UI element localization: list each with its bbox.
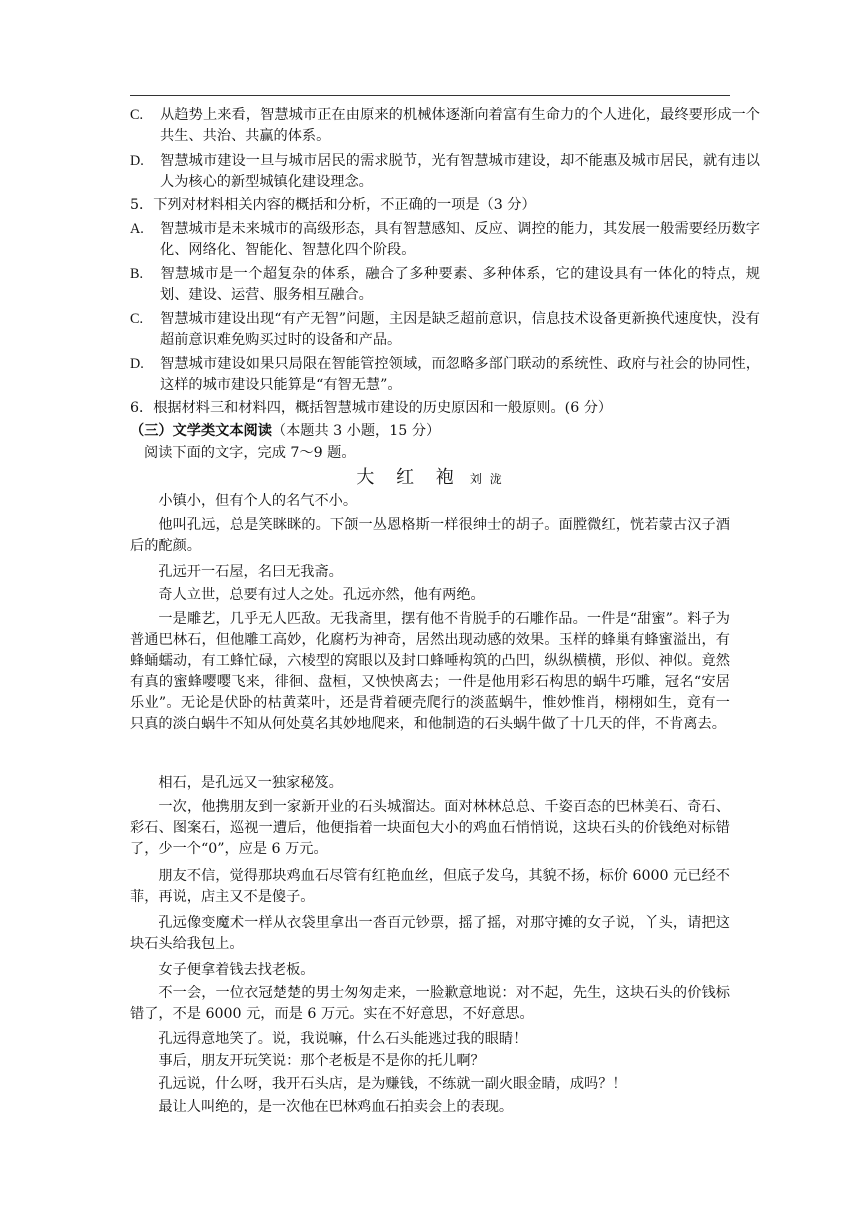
story-paragraph: 一是雕艺，几乎无人匹敌。无我斋里，摆有他不肯脱手的石雕作品。一件是“甜蜜”。料子为普通巴林石，但他雕工高妙，化腐朽为神奇，居然出现动感的效果。玉样的蜂巢有蜂蜜溢出，有蜂蛹蠕动，有工蜂忙碌，六棱型的窝眼以及封口蜂唾构筑的凸凹，纵纵横横，形似、神似。竟然有真的蜜蜂嘤嘤飞来，徘徊、盘桓，又怏怏离去；一件是他用彩石构思的蜗牛巧雕，冠名“安居乐业”。无论是伏卧的枯黄菜叶，还是背着硬壳爬行的淡蓝蜗牛，惟妙惟肖，栩栩如生，竟有一只真的淡白蜗牛不知从何处莫名其妙地爬来，和他制造的石头蜗牛做了十几天的伴，不肯离去。 <box>130 611 730 732</box>
q5-stem: 5．下列对材料相关内容的概括和分析，不正确的一项是（3 分） <box>130 197 536 213</box>
section-title: （三）文学类文本阅读 <box>130 423 272 439</box>
story-paragraph: 小镇小，但有个人的名气不小。 <box>158 493 358 509</box>
q5-option-d <box>130 354 760 396</box>
story-title <box>130 466 730 491</box>
story-paragraph: 孔远说，什么呀，我开石头店，是为赚钱，不练就一副火眼金睛，成吗？！ <box>158 1076 627 1092</box>
option-label: A. <box>130 221 144 237</box>
q4-option-c <box>130 105 760 147</box>
q5-option-c <box>130 309 760 351</box>
story-paragraph: 最让人叫绝的，是一次他在巴林鸡血石拍卖会上的表现。 <box>158 1099 514 1115</box>
story-paragraph: 事后，朋友开玩笑说：那个老板是不是你的托儿啊？ <box>158 1053 485 1069</box>
story-paragraph: 女子便拿着钱去找老板。 <box>158 962 315 978</box>
section-instruction: 阅读下面的文字，完成 7～9 题。 <box>144 445 356 461</box>
story-paragraph: 他叫孔远，总是笑眯眯的。下颌一丛恩格斯一样很绅士的胡子。面膛微红，恍若蒙古汉子酒后的酡颜。 <box>130 517 730 554</box>
option-label: C. <box>130 311 144 327</box>
option-label: C. <box>130 107 144 123</box>
story-paragraph: 孔远开一石屋，名曰无我斋。 <box>158 564 343 580</box>
story-paragraph: 孔远像变魔术一样从衣袋里拿出一沓百元钞票，摇了摇，对那守摊的女子说，丫头，请把这块石头给我包上。 <box>130 915 730 952</box>
section-heading <box>130 421 730 442</box>
story-paragraph: 奇人立世，总要有过人之处。孔远亦然，他有两绝。 <box>158 587 485 603</box>
story-paragraph: 朋友不信，觉得那块鸡血石尽管有红艳血丝，但底子发乌，其貌不扬，标价 6000 元已经不菲，再说，店主又不是傻子。 <box>130 868 730 905</box>
story-title-text: 大 红 袍 <box>356 467 462 488</box>
q4-option-d <box>130 151 760 193</box>
option-text: 智慧城市建设如果只局限在智能管控领域，而忽略多部门联动的系统性、政府与社会的协同性，这样的城市建设只能算是“有智无慧”。 <box>160 356 760 393</box>
option-text: 智慧城市建设出现“有产无智”问题，主因是缺乏超前意识，信息技术设备更新换代速度快，没有超前意识难免购买过时的设备和产品。 <box>160 311 760 348</box>
q6-stem: 6．根据材料三和材料四，概括智慧城市建设的历史原因和一般原则。(6 分） <box>130 400 613 416</box>
story-paragraph: 孔远得意地笑了。说，我说嘛，什么石头能逃过我的眼睛！ <box>158 1031 528 1047</box>
q5-option-b <box>130 264 760 306</box>
q5-option-a <box>130 219 760 261</box>
option-text: 智慧城市是未来城市的高级形态，具有智慧感知、反应、调控的能力，其发展一般需要经历数字化、网络化、智能化、智慧化四个阶段。 <box>160 221 760 258</box>
story-paragraph: 不一会，一位衣冠楚楚的男士匆匆走来，一脸歉意地说：对不起，先生，这块石头的价钱标错了，不是 6000 元，而是 6 万元。实在不好意思，不好意思。 <box>130 985 730 1022</box>
option-label: D. <box>130 153 144 169</box>
option-text: 从趋势上来看，智慧城市正在由原来的机械体逐渐向着富有生命力的个人进化，最终要形成一个共生、共治、共赢的体系。 <box>160 107 760 144</box>
story-author: 刘 泷 <box>469 472 504 486</box>
story-paragraph: 相石，是孔远又一独家秘笈。 <box>158 775 343 791</box>
header-rule <box>130 95 730 96</box>
option-label: D. <box>130 356 144 372</box>
option-text: 智慧城市是一个超复杂的体系，融合了多种要素、多种体系，它的建设具有一体化的特点，规划、建设、运营、服务相互融合。 <box>160 266 760 303</box>
section-note: （本题共 3 小题，15 分） <box>271 423 441 439</box>
story-paragraph: 一次，他携朋友到一家新开业的石头城溜达。面对林林总总、千姿百态的巴林美石、奇石、彩石、图案石，巡视一遭后，他便指着一块面包大小的鸡血石悄悄说，这块石头的价钱绝对标错了，少一个“0”，应是 6 万元。 <box>130 799 730 857</box>
option-text: 智慧城市建设一旦与城市居民的需求脱节，光有智慧城市建设，却不能惠及城市居民，就有违以人为核心的新型城镇化建设理念。 <box>160 153 760 190</box>
option-label: B. <box>130 266 144 282</box>
